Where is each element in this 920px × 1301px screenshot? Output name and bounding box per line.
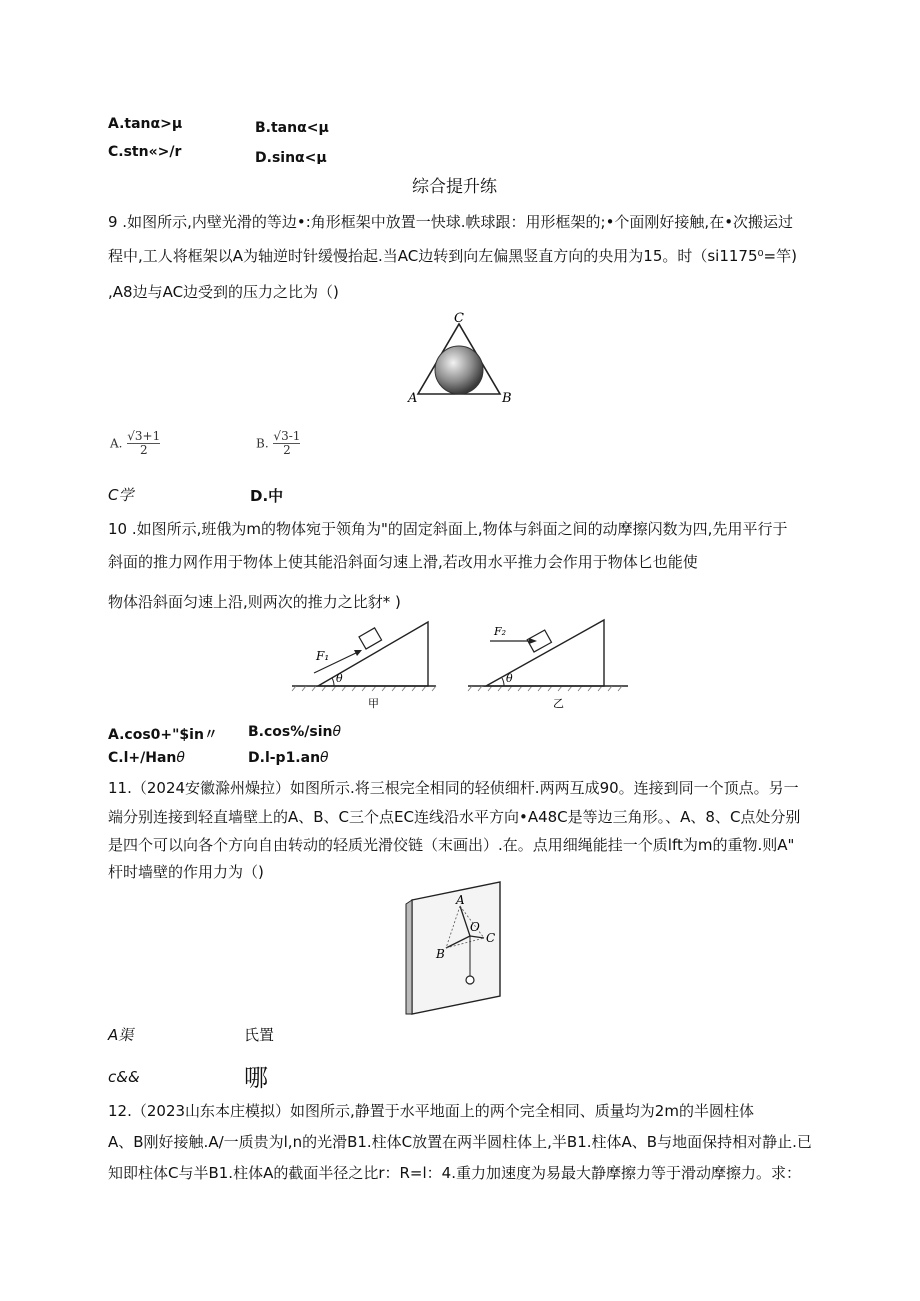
q12-line-2: A、B刚好接触.A/一质贵为l,n的光滑B1.柱体C放置在两半圆柱体上,半B1.柱体A、B与地面保持相对静止.已 [108, 1133, 812, 1151]
q9-option-d: D.中 [250, 487, 284, 505]
q10-option-b-text: B.cos%/sin [248, 724, 333, 740]
q9-option-a-denominator: 2 [139, 443, 148, 457]
q9-option-a [110, 430, 160, 457]
option-a-prev: A.tanα>μ [108, 116, 183, 132]
q11-line-4: 杆时墙壁的作用力为（) [108, 863, 264, 881]
q9-line-1: 9 .如图所示,内壁光滑的等边•:角形框架中放置一快球.帙球跟：用形框架的;•个面刚好接触,在•次搬运过 [108, 213, 794, 231]
q10-option-d: D.l-p1.anθ [248, 750, 329, 766]
q11-line-3: 是四个可以向各个方向自由转动的轻质光滑佼链（末画出）.在。点用细绳能挂一个质lft为m的重物.则A" [108, 836, 795, 854]
ball [435, 346, 483, 394]
q10-option-b: B.cos%/sinθ [248, 724, 342, 740]
q12-line-1: 12.（2023山东本庄模拟）如图所示,静置于水平地面上的两个完全相同、质量均为2m的半圆柱体 [108, 1102, 754, 1120]
label-theta-yi: θ [506, 672, 513, 685]
wall-edge [406, 900, 412, 1014]
q12-line-3: 知即柱体C与半B1.柱体A的截面半径之比r：R=l：4.重力加速度为易最大静摩擦力等于滑动摩擦力。求： [108, 1164, 801, 1182]
q9-triangle-figure [396, 308, 526, 408]
label-b: B [436, 947, 445, 961]
q11-line-1: 11.（2024安徽滁州燥拉）如图所示.将三根完全相同的轻侦细杆.两两互成90。连接到同一个顶点。另一 [108, 779, 799, 797]
q9-option-b-prefix: B. [256, 436, 269, 451]
q11-option-b: 氏置 [244, 1026, 275, 1044]
incline-yi [468, 620, 628, 710]
q9-option-a-numerator: √3+1 [127, 429, 161, 443]
q11-option-c: c&& [108, 1068, 140, 1086]
option-d-prev: D.sinα<μ [255, 150, 327, 164]
label-yi: 乙 [553, 697, 564, 710]
weight [466, 976, 474, 984]
label-c: C [454, 311, 464, 326]
label-a: A [408, 391, 418, 406]
q10-option-c-text: C.l+/Han [108, 750, 177, 766]
incline-jia [292, 622, 436, 710]
label-f1: F₁ [316, 649, 330, 663]
label-o: O [470, 920, 480, 934]
q9-option-c: C学 [108, 486, 134, 504]
q9-line-2: 程中,工人将框架以A为轴逆时针缓慢抬起.当AC边转到向左偏黑竖直方向的央用为15。时（si1175⁰=竿) [108, 247, 797, 265]
label-b: B [502, 391, 512, 406]
label-a: A [456, 893, 465, 907]
q11-wall-figure [404, 880, 504, 1016]
option-b-prev: B.tanα<μ [255, 120, 329, 136]
label-f2: F₂ [494, 625, 507, 638]
q9-option-b [256, 430, 300, 457]
q11-option-a: A渠 [108, 1026, 134, 1044]
label-jia: 甲 [368, 697, 379, 710]
q11-option-d: 哪 [244, 1064, 268, 1092]
q10-line-3: 物体沿斜面匀速上沿,则两次的推力之比豺* ) [108, 593, 401, 611]
q9-option-b-denominator: 2 [283, 443, 291, 457]
q10-line-1: 10 .如图所示,班俄为m的物体宛于领角为"的固定斜面上,物体与斜面之间的动摩擦闪数为四,先用平行于 [108, 520, 788, 538]
q10-option-a: A.cos0+"$in〃 [108, 727, 218, 743]
section-title: 综合提升练 [412, 177, 497, 197]
label-c: C [486, 931, 496, 945]
q10-option-c: C.l+/Hanθ [108, 750, 185, 766]
q10-line-2: 斜面的推力网作用于物体上使其能沿斜面匀速上滑,若改用水平推力会作用于物体匕也能使 [108, 553, 698, 571]
q9-option-b-numerator: √3-1 [273, 429, 301, 443]
option-c-prev: C.stn«>/r [108, 144, 182, 160]
label-theta-jia: θ [336, 672, 343, 685]
q10-incline-figure [288, 618, 633, 710]
q11-line-2: 端分别连接到轻直墙壁上的A、B、C三个点EC连线沿水平方向•A48C是等边三角形。、A、8、C点处分别 [108, 808, 801, 826]
q9-option-a-prefix: A. [110, 436, 123, 451]
q9-line-3: ,A8边与AC边受到的压力之比为（) [108, 283, 339, 301]
q10-option-d-text: D.l-p1.an [248, 750, 321, 766]
